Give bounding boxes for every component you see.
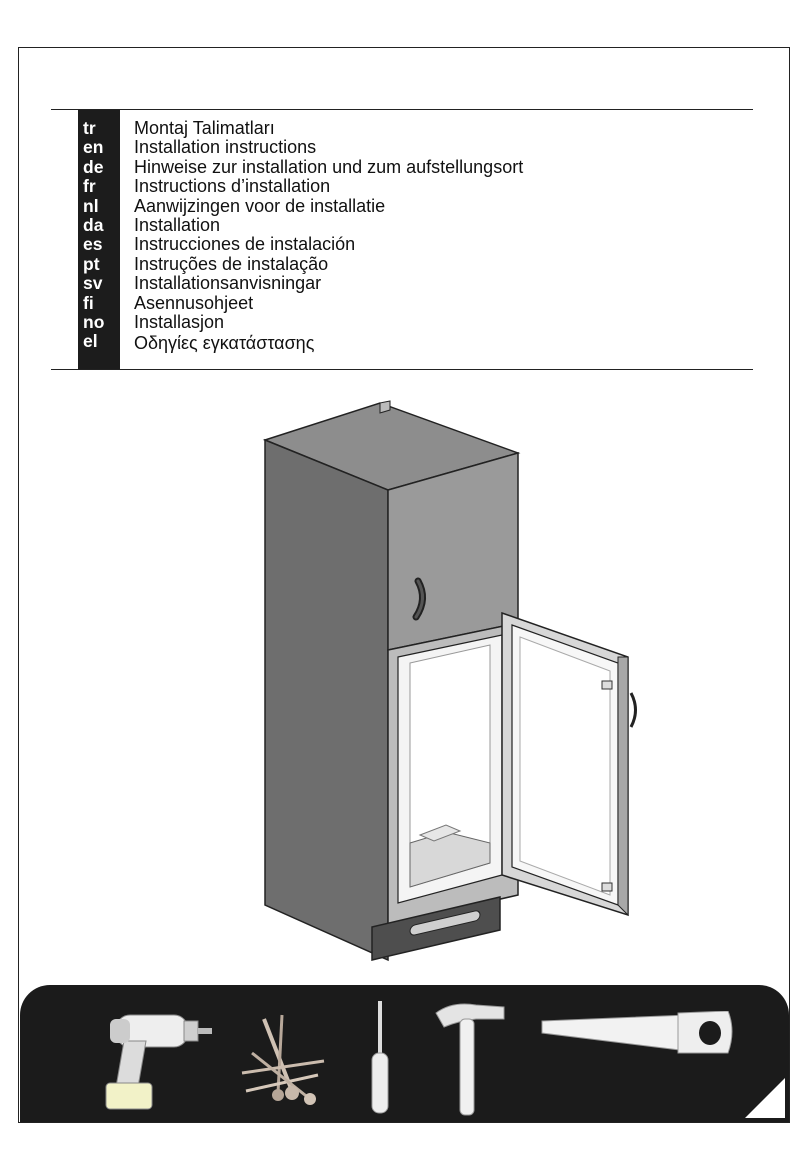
page-corner-triangle-icon xyxy=(741,1074,787,1120)
language-title: Aanwijzingen voor de installatie xyxy=(134,195,386,216)
language-title: Instructions d’installation xyxy=(134,176,331,197)
language-code: tr xyxy=(83,118,96,138)
language-code: en xyxy=(83,137,104,158)
language-title: Instruções de instalação xyxy=(134,253,329,274)
language-code: sv xyxy=(83,273,103,294)
language-code: pt xyxy=(83,253,100,274)
language-title: Installasjon xyxy=(134,311,225,332)
tools-band xyxy=(20,985,789,1122)
language-code: es xyxy=(83,234,103,255)
language-title: Asennusohjeet xyxy=(134,292,254,313)
language-code: de xyxy=(83,156,104,177)
language-code: no xyxy=(83,311,105,332)
language-title: Installationsanvisningar xyxy=(134,273,322,294)
built-in-refrigerator-cabinet-icon xyxy=(250,395,640,965)
hand-saw-icon xyxy=(538,1011,738,1071)
screwdriver-icon xyxy=(366,999,394,1117)
screws-and-nails-icon xyxy=(232,1013,332,1109)
language-code-column xyxy=(78,110,120,369)
language-code-list xyxy=(78,119,120,352)
language-title: Instrucciones de instalación xyxy=(134,234,356,255)
language-code: el xyxy=(83,331,98,352)
language-title-list xyxy=(134,119,523,354)
language-title: Οδηγίες εγκατάστασης xyxy=(134,333,315,354)
hammer-icon xyxy=(432,999,508,1119)
language-code: fi xyxy=(83,292,94,313)
language-title: Hinweise zur installation und zum aufstellungsort xyxy=(134,156,524,177)
language-title: Installation instructions xyxy=(134,137,317,158)
language-title: Montaj Talimatları xyxy=(134,118,275,138)
header-top-rule xyxy=(51,109,753,110)
language-code: nl xyxy=(83,195,99,216)
language-title: Installation xyxy=(134,214,221,235)
language-code: da xyxy=(83,214,104,235)
cordless-drill-icon xyxy=(88,997,218,1115)
language-code: fr xyxy=(83,176,96,197)
header-bottom-rule xyxy=(51,369,753,370)
